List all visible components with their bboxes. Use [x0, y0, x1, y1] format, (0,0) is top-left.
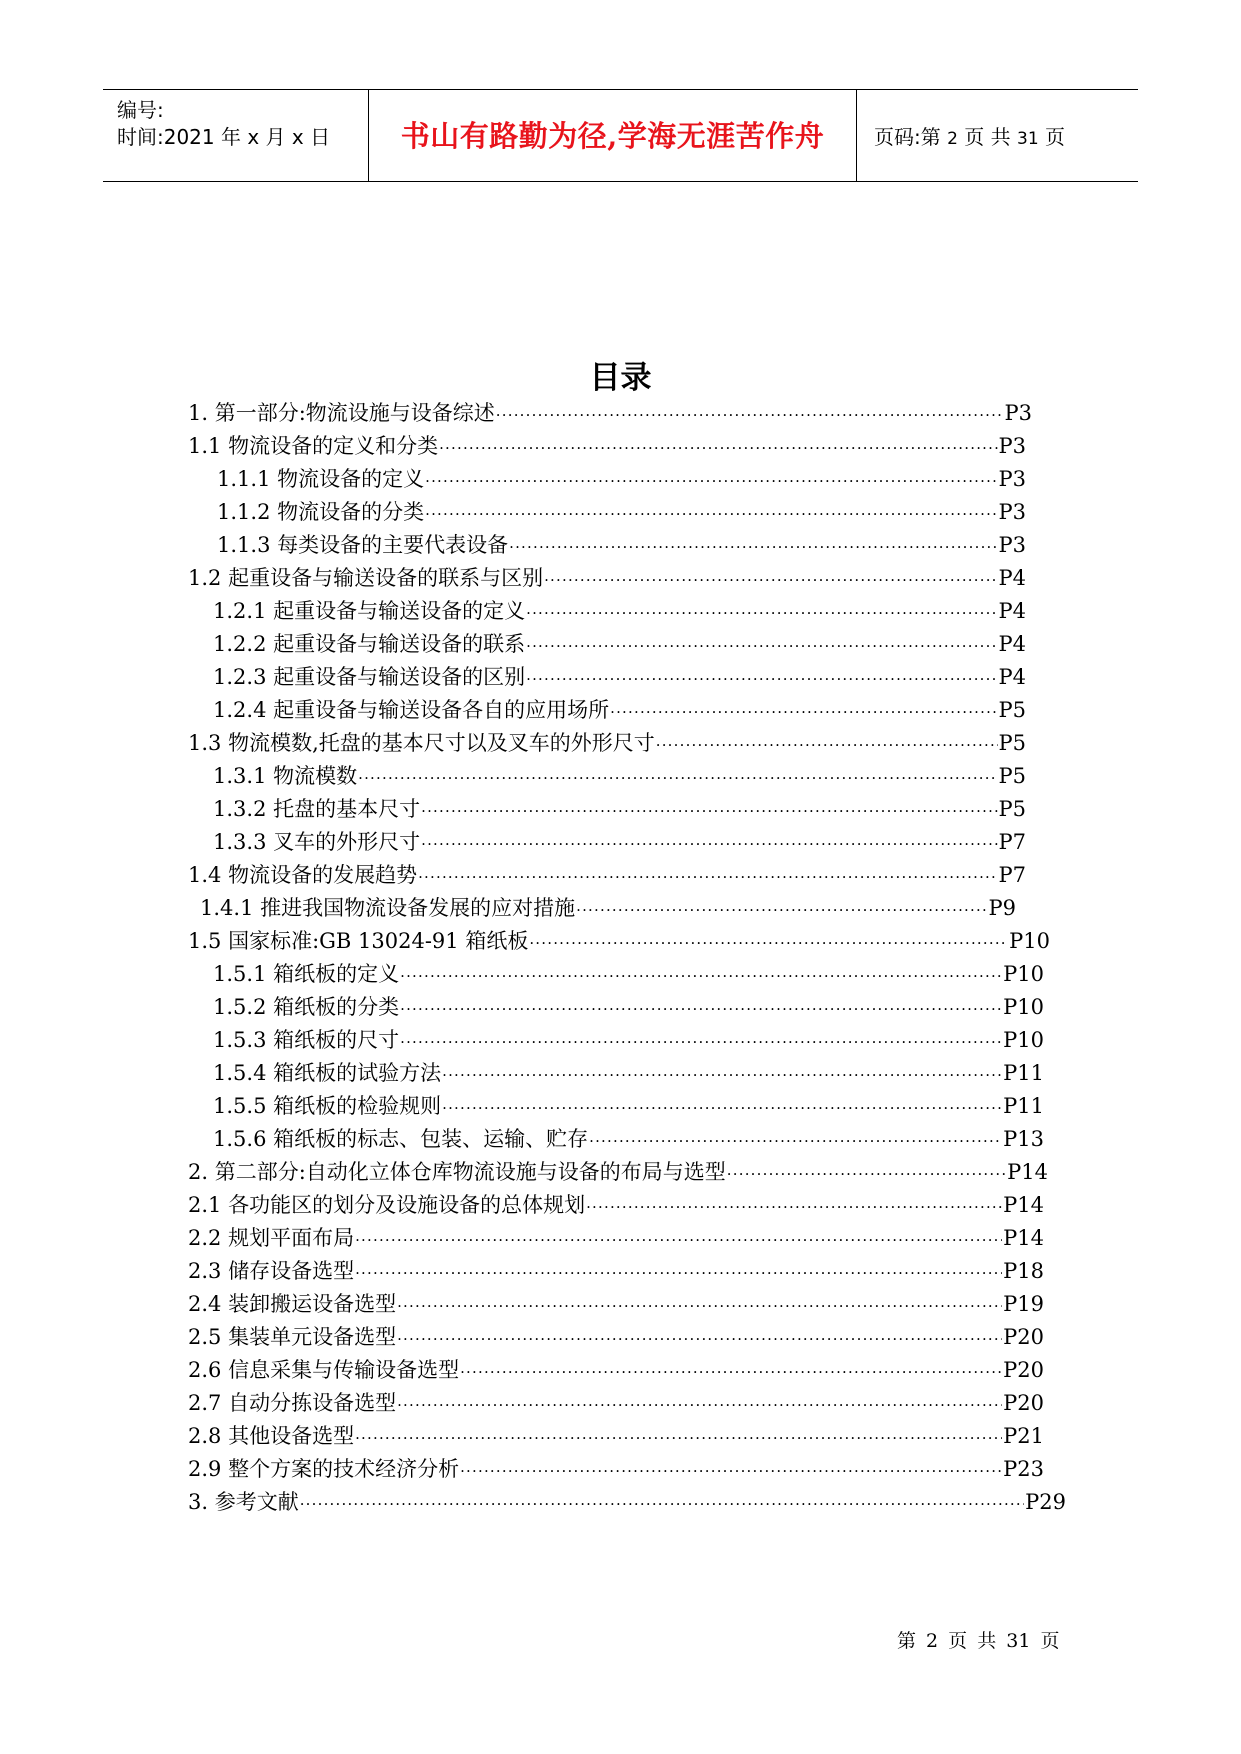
toc-entry[interactable] — [217, 530, 1026, 560]
toc-entry-title: 1.2.2 起重设备与输送设备的联系 — [213, 632, 526, 656]
toc-entry-page: P19 — [1003, 1292, 1044, 1316]
toc-dot-leader — [576, 895, 987, 925]
toc-entry[interactable] — [188, 431, 1026, 461]
toc-dot-leader — [355, 1423, 1002, 1453]
toc-entry[interactable] — [213, 992, 1044, 1022]
toc-entry-title: 2.1 各功能区的划分及设施设备的总体规划 — [188, 1193, 586, 1217]
toc-entry[interactable] — [213, 596, 1026, 626]
toc-entry-title: 2.9 整个方案的技术经济分析 — [188, 1457, 460, 1481]
toc-dot-leader — [589, 1126, 1002, 1156]
toc-entry[interactable] — [213, 761, 1026, 791]
toc-entry-title: 2.7 自动分拣设备选型 — [188, 1391, 397, 1415]
toc-title: 目录 — [589, 360, 652, 396]
toc-entry[interactable] — [188, 1454, 1044, 1484]
toc-entry-page: P10 — [1003, 1028, 1044, 1052]
toc-entry-page: P3 — [998, 467, 1026, 491]
toc-entry-title: 1.2.1 起重设备与输送设备的定义 — [213, 599, 526, 623]
toc-dot-leader — [418, 862, 997, 892]
toc-entry-title: 3. 参考文献 — [188, 1490, 299, 1514]
toc-entry-page: P4 — [998, 566, 1026, 590]
toc-dot-leader — [460, 1456, 1002, 1486]
toc-entry-title: 1.5.3 箱纸板的尺寸 — [213, 1028, 400, 1052]
toc-entry-page: P4 — [998, 665, 1026, 689]
toc-entry-page: P11 — [1003, 1094, 1044, 1118]
toc-entry-title: 2.4 装卸搬运设备选型 — [188, 1292, 397, 1316]
toc-entry-page: P21 — [1003, 1424, 1044, 1448]
toc-entry-page: P10 — [1003, 995, 1044, 1019]
toc-dot-leader — [442, 1093, 1002, 1123]
toc-entry[interactable] — [213, 1091, 1044, 1121]
toc-dot-leader — [355, 1225, 1002, 1255]
toc-dot-leader — [397, 1291, 1002, 1321]
toc-entry[interactable] — [188, 1421, 1044, 1451]
toc-entry[interactable] — [213, 794, 1026, 824]
toc-entry[interactable] — [213, 1124, 1044, 1154]
toc-entry[interactable] — [188, 860, 1026, 890]
toc-dot-leader — [397, 1324, 1002, 1354]
motto-text: 书山有路勤为径,学海无涯苦作舟 — [400, 119, 825, 153]
page-number-label: 页码:第 2 页 共 31 页 — [874, 125, 1066, 149]
toc-entry-title: 1.5.4 箱纸板的试验方法 — [213, 1061, 442, 1085]
toc-entry[interactable] — [188, 1289, 1044, 1319]
toc-entry-page: P7 — [998, 830, 1026, 854]
toc-entry-page: P13 — [1003, 1127, 1044, 1151]
toc-entry-page: P3 — [1004, 401, 1032, 425]
toc-entry[interactable] — [213, 827, 1026, 857]
toc-dot-leader — [610, 697, 997, 727]
toc-dot-leader — [496, 400, 1004, 430]
toc-entry[interactable] — [188, 398, 1032, 428]
toc-dot-leader — [544, 565, 997, 595]
toc-dot-leader — [425, 499, 997, 529]
toc-dot-leader — [526, 631, 997, 661]
toc-entry[interactable] — [213, 662, 1026, 692]
toc-dot-leader — [727, 1159, 1006, 1189]
toc-entry[interactable] — [213, 959, 1044, 989]
toc-entry-title: 1.1.3 每类设备的主要代表设备 — [217, 533, 509, 557]
toc-entry-title: 1.1 物流设备的定义和分类 — [188, 434, 439, 458]
toc-entry-title: 1.1.2 物流设备的分类 — [217, 500, 425, 524]
toc-entry-page: P29 — [1025, 1490, 1066, 1514]
toc-dot-leader — [526, 664, 997, 694]
toc-entry-title: 1.5.6 箱纸板的标志、包装、运输、贮存 — [213, 1127, 589, 1151]
toc-entry-title: 1.4 物流设备的发展趋势 — [188, 863, 418, 887]
toc-entry-page: P14 — [1003, 1226, 1044, 1250]
toc-entry[interactable] — [188, 1487, 1066, 1517]
toc-entry-title: 2.5 集装单元设备选型 — [188, 1325, 397, 1349]
toc-entry[interactable] — [188, 1190, 1044, 1220]
toc-dot-leader — [358, 763, 997, 793]
toc-entry-page: P18 — [1003, 1259, 1044, 1283]
toc-dot-leader — [300, 1489, 1024, 1519]
toc-dot-leader — [442, 1060, 1002, 1090]
toc-dot-leader — [526, 598, 997, 628]
toc-entry-page: P5 — [998, 731, 1026, 755]
toc-entry-page: P7 — [998, 863, 1026, 887]
toc-entry-page: P3 — [998, 533, 1026, 557]
toc-entry[interactable] — [213, 695, 1026, 725]
toc-entry-title: 1. 第一部分:物流设施与设备综述 — [188, 401, 495, 425]
toc-entry[interactable] — [200, 893, 1016, 923]
toc-entry-page: P4 — [998, 599, 1026, 623]
toc-entry[interactable] — [188, 1256, 1044, 1286]
toc-entry-page: P3 — [998, 500, 1026, 524]
toc-entry-title: 1.1.1 物流设备的定义 — [217, 467, 425, 491]
toc-entry-page: P5 — [998, 698, 1026, 722]
toc-dot-leader — [529, 928, 1008, 958]
toc-entry-page: P20 — [1003, 1325, 1044, 1349]
time-label: 时间:2021 年 x 月 x 日 — [117, 125, 331, 149]
toc-dot-leader — [425, 466, 997, 496]
toc-entry[interactable] — [188, 1388, 1044, 1418]
toc-dot-leader — [400, 1027, 1002, 1057]
toc-entry[interactable] — [213, 1058, 1044, 1088]
toc-entry-title: 1.2 起重设备与输送设备的联系与区别 — [188, 566, 544, 590]
toc-entry-title: 1.3.2 托盘的基本尺寸 — [213, 797, 421, 821]
toc-dot-leader — [400, 994, 1002, 1024]
toc-entry[interactable] — [188, 1223, 1044, 1253]
toc-entry-page: P20 — [1003, 1391, 1044, 1415]
toc-dot-leader — [586, 1192, 1002, 1222]
toc-entry[interactable] — [188, 926, 1050, 956]
toc-entry-title: 2.6 信息采集与传输设备选型 — [188, 1358, 460, 1382]
toc-entry[interactable] — [213, 629, 1026, 659]
toc-entry-page: P5 — [998, 764, 1026, 788]
toc-dot-leader — [421, 796, 997, 826]
toc-entry[interactable] — [217, 497, 1026, 527]
toc-entry[interactable] — [188, 563, 1026, 593]
toc-entry-page: P9 — [988, 896, 1016, 920]
toc-entry-title: 2. 第二部分:自动化立体仓库物流设施与设备的布局与选型 — [188, 1160, 726, 1184]
toc-entry-page: P11 — [1003, 1061, 1044, 1085]
toc-entry[interactable] — [188, 1355, 1044, 1385]
toc-dot-leader — [460, 1357, 1002, 1387]
toc-entry-title: 1.5.1 箱纸板的定义 — [213, 962, 400, 986]
toc-dot-leader — [439, 433, 997, 463]
toc-entry[interactable] — [217, 464, 1026, 494]
toc-entry[interactable] — [188, 1157, 1048, 1187]
toc-entry-title: 1.3 物流模数,托盘的基本尺寸以及叉车的外形尺寸 — [188, 731, 655, 755]
toc-entry-page: P5 — [998, 797, 1026, 821]
toc-entry-title: 1.2.3 起重设备与输送设备的区别 — [213, 665, 526, 689]
toc-entry-page: P3 — [998, 434, 1026, 458]
toc-entry-page: P14 — [1003, 1193, 1044, 1217]
toc-entry-page: P4 — [998, 632, 1026, 656]
toc-entry-title: 1.4.1 推进我国物流设备发展的应对措施 — [200, 896, 576, 920]
toc-dot-leader — [355, 1258, 1002, 1288]
toc-dot-leader — [656, 730, 998, 760]
toc-entry-page: P20 — [1003, 1358, 1044, 1382]
toc-entry-title: 2.3 储存设备选型 — [188, 1259, 355, 1283]
toc-dot-leader — [509, 532, 997, 562]
toc-entry-page: P10 — [1003, 962, 1044, 986]
serial-label: 编号: — [117, 98, 164, 122]
toc-entry-title: 1.3.1 物流模数 — [213, 764, 358, 788]
toc-dot-leader — [397, 1390, 1002, 1420]
toc-entry[interactable] — [188, 728, 1026, 758]
toc-dot-leader — [421, 829, 997, 859]
toc-entry-title: 1.5.2 箱纸板的分类 — [213, 995, 400, 1019]
toc-entry-page: P10 — [1009, 929, 1050, 953]
toc-entry-title: 2.2 规划平面布局 — [188, 1226, 355, 1250]
toc-entry[interactable] — [188, 1322, 1044, 1352]
toc-entry[interactable] — [213, 1025, 1044, 1055]
toc-dot-leader — [400, 961, 1002, 991]
page-footer: 第 2 页 共 31 页 — [897, 1630, 1060, 1652]
toc-entry-title: 1.2.4 起重设备与输送设备各自的应用场所 — [213, 698, 610, 722]
toc-entry-page: P14 — [1007, 1160, 1048, 1184]
toc-entry-page: P23 — [1003, 1457, 1044, 1481]
toc-entry-title: 2.8 其他设备选型 — [188, 1424, 355, 1448]
toc-entry-title: 1.3.3 叉车的外形尺寸 — [213, 830, 421, 854]
toc-entry-title: 1.5 国家标准:GB 13024-91 箱纸板 — [188, 929, 529, 953]
toc-entry-title: 1.5.5 箱纸板的检验规则 — [213, 1094, 442, 1118]
